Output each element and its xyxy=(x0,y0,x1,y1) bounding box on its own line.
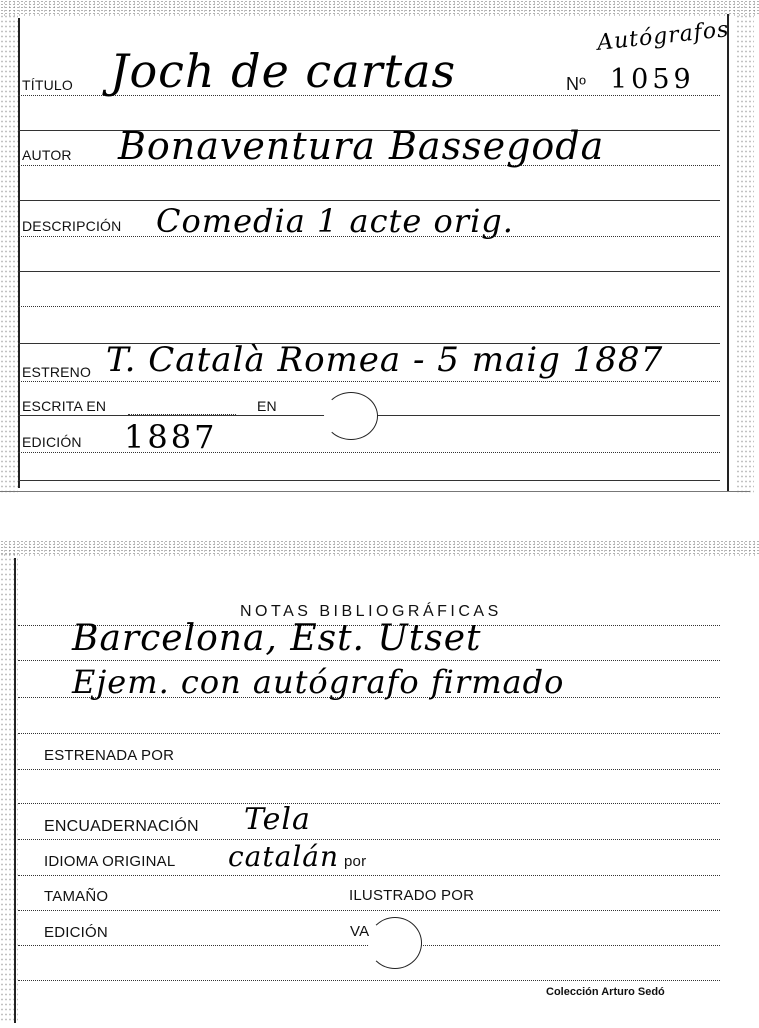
va-label: VA xyxy=(350,923,370,940)
rule-bottom xyxy=(18,480,720,481)
por-label: por xyxy=(344,853,367,870)
edicion-label: EDICIÓN xyxy=(44,924,108,941)
escrita-en-blank xyxy=(128,414,236,415)
edicion-value: 1887 xyxy=(124,418,218,456)
rule-blank-3 xyxy=(18,271,720,272)
catalog-card-front xyxy=(0,0,759,500)
rule-tamano xyxy=(18,910,720,911)
rule-blank xyxy=(18,803,720,804)
escrita-en-label: ESCRITA EN xyxy=(22,398,107,414)
rule-encuadernacion xyxy=(18,839,720,840)
rule-blank-2 xyxy=(18,200,720,201)
titulo-label: TÍTULO xyxy=(22,77,73,93)
notes-heading: NOTAS BIBLIOGRÁFICAS xyxy=(240,603,502,620)
number-label: Nº xyxy=(566,74,586,94)
descripcion-value: Comedia 1 acte orig. xyxy=(156,202,514,240)
encuadernacion-value: Tela xyxy=(244,802,311,837)
punch-hole xyxy=(368,917,422,969)
notes-line-1: Barcelona, Est. Utset xyxy=(72,618,482,659)
descripcion-label: DESCRIPCIÓN xyxy=(22,218,122,234)
tamano-label: TAMAÑO xyxy=(44,888,109,905)
en-label: EN xyxy=(257,398,277,414)
estreno-value: T. Català Romea - 5 maig 1887 xyxy=(106,340,664,380)
scan-noise-top xyxy=(0,540,759,556)
idioma-value: catalán xyxy=(228,840,340,873)
card-right-edge xyxy=(727,14,729,492)
idioma-label: IDIOMA ORIGINAL xyxy=(44,853,176,870)
card-bottom-edge xyxy=(0,491,750,492)
scan-noise-top xyxy=(0,0,759,16)
card-left-edge xyxy=(14,558,16,1023)
rule-notes-4 xyxy=(18,733,720,734)
card-left-edge xyxy=(18,18,20,488)
edicion-label: EDICIÓN xyxy=(22,434,82,450)
rule-estrenada xyxy=(18,769,720,770)
catalog-card-back xyxy=(0,540,759,1028)
estrenada-por-label: ESTRENADA POR xyxy=(44,747,175,764)
rule-estreno xyxy=(18,381,720,382)
autor-value: Bonaventura Bassegoda xyxy=(118,124,605,168)
scan-noise-left xyxy=(0,14,18,494)
estreno-label: ESTRENO xyxy=(22,364,92,380)
punch-hole xyxy=(324,392,378,440)
collection-footer: Colección Arturo Sedó xyxy=(546,986,665,998)
rule-idioma xyxy=(18,875,720,876)
titulo-value: Joch de cartas xyxy=(110,44,457,98)
notes-line-2: Ejem. con autógrafo firmado xyxy=(72,663,565,701)
ilustrado-label: ILUSTRADO POR xyxy=(349,887,475,904)
autor-label: AUTOR xyxy=(22,147,72,163)
number-value: 1059 xyxy=(610,64,695,95)
rule-blank-4 xyxy=(18,306,720,307)
header-note: Autógrafos xyxy=(596,17,731,56)
rule-bottom xyxy=(18,980,720,981)
scan-noise-right xyxy=(736,14,754,494)
encuadernacion-label: ENCUADERNACIÓN xyxy=(44,818,199,835)
rule-notes-2 xyxy=(18,660,720,661)
